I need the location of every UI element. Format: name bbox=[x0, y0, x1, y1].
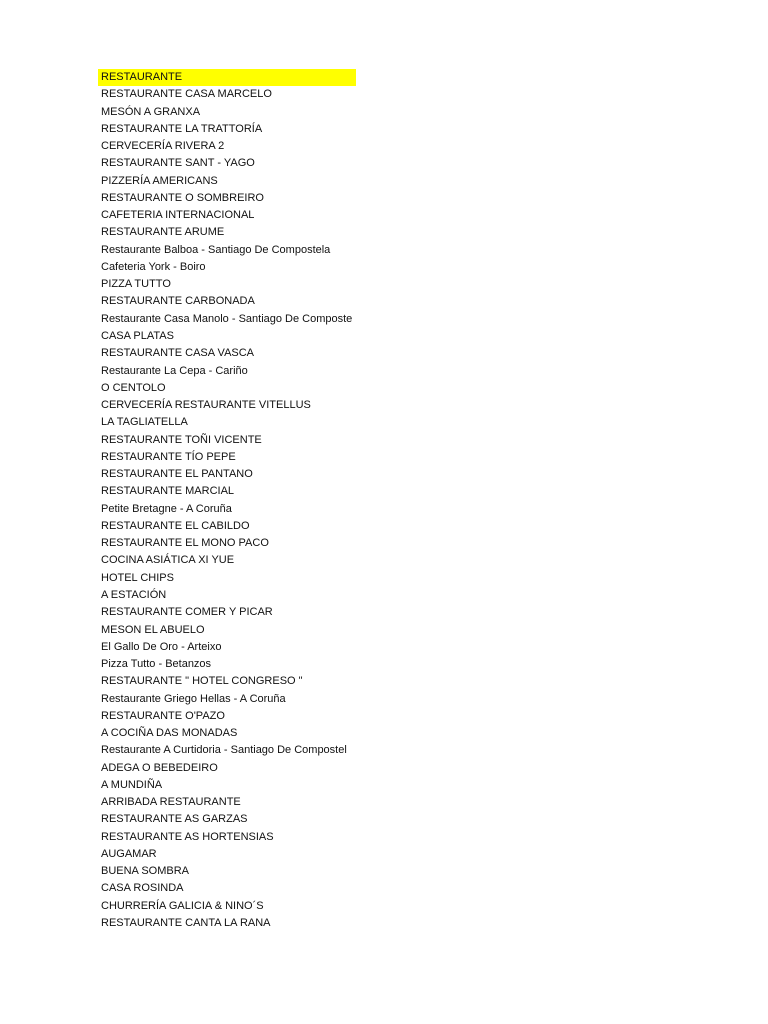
list-item[interactable]: CASA ROSINDA bbox=[101, 882, 184, 895]
list-item[interactable]: RESTAURANTE AS HORTENSIAS bbox=[101, 830, 274, 843]
list-item[interactable]: RESTAURANTE O'PAZO bbox=[101, 709, 225, 722]
list-item[interactable]: RESTAURANTE ARUME bbox=[101, 226, 225, 239]
list-item[interactable]: PIZZA TUTTO bbox=[101, 278, 171, 291]
list-item[interactable]: Cafeteria York - Boiro bbox=[101, 260, 206, 273]
list-item[interactable]: RESTAURANTE EL MONO PACO bbox=[101, 537, 269, 550]
list-item[interactable]: Restaurante Balboa - Santiago De Compostela bbox=[101, 243, 331, 256]
list-item[interactable]: A ESTACIÓN bbox=[101, 588, 167, 601]
list-item[interactable]: HOTEL CHIPS bbox=[101, 571, 174, 584]
list-item[interactable]: RESTAURANTE TOÑI VICENTE bbox=[101, 433, 262, 446]
list-item[interactable]: LA TAGLIATELLA bbox=[101, 416, 188, 429]
list-item[interactable]: RESTAURANTE COMER Y PICAR bbox=[101, 606, 273, 619]
list-item[interactable]: BUENA SOMBRA bbox=[101, 865, 190, 878]
list-item[interactable]: RESTAURANTE AS GARZAS bbox=[101, 813, 248, 826]
list-item[interactable]: RESTAURANTE CANTA LA RANA bbox=[101, 917, 271, 930]
list-item[interactable]: MESÓN A GRANXA bbox=[101, 105, 201, 118]
list-item[interactable]: RESTAURANTE MARCIAL bbox=[101, 485, 235, 498]
spreadsheet-column bbox=[98, 69, 356, 932]
list-item[interactable]: RESTAURANTE " HOTEL CONGRESO " bbox=[101, 675, 303, 688]
list-item[interactable]: RESTAURANTE EL PANTANO bbox=[101, 468, 253, 481]
list-item[interactable]: Restaurante La Cepa - Cariño bbox=[101, 364, 248, 377]
list-item[interactable]: CERVECERÍA RIVERA 2 bbox=[101, 140, 225, 153]
list-item[interactable]: PIZZERÍA AMERICANS bbox=[101, 174, 218, 187]
list-item[interactable]: A MUNDIÑA bbox=[101, 778, 163, 791]
list-item[interactable]: RESTAURANTE CASA MARCELO bbox=[101, 88, 272, 101]
restaurant-list bbox=[98, 86, 356, 932]
list-item[interactable]: CASA PLATAS bbox=[101, 329, 174, 342]
list-item[interactable]: Petite Bretagne - A Coruña bbox=[101, 502, 232, 515]
list-item[interactable]: Restaurante A Curtidoria - Santiago De Compostel bbox=[101, 744, 347, 757]
list-item[interactable]: RESTAURANTE CARBONADA bbox=[101, 295, 255, 308]
list-item[interactable]: RESTAURANTE SANT - YAGO bbox=[101, 157, 255, 170]
list-item[interactable]: AUGAMAR bbox=[101, 847, 157, 860]
list-item[interactable]: Restaurante Casa Manolo - Santiago De Composte bbox=[101, 312, 353, 325]
list-item[interactable]: RESTAURANTE O SOMBREIRO bbox=[101, 191, 264, 204]
list-item[interactable]: A COCIÑA DAS MONADAS bbox=[101, 727, 238, 740]
list-item[interactable]: CAFETERIA INTERNACIONAL bbox=[101, 209, 255, 222]
list-item[interactable]: Restaurante Griego Hellas - A Coruña bbox=[101, 692, 286, 705]
list-item[interactable]: COCINA ASIÁTICA XI YUE bbox=[101, 554, 235, 567]
list-item[interactable]: Pizza Tutto - Betanzos bbox=[101, 658, 212, 671]
list-item[interactable]: CHURRERÍA GALICIA & NINO´S bbox=[101, 899, 264, 912]
list-item[interactable]: El Gallo De Oro - Arteixo bbox=[101, 640, 222, 653]
list-item[interactable]: O CENTOLO bbox=[101, 381, 166, 394]
list-item[interactable]: CERVECERÍA RESTAURANTE VITELLUS bbox=[101, 399, 311, 412]
list-item[interactable]: RESTAURANTE TÍO PEPE bbox=[101, 450, 236, 463]
list-item[interactable]: RESTAURANTE CASA VASCA bbox=[101, 347, 255, 360]
list-item[interactable]: RESTAURANTE EL CABILDO bbox=[101, 519, 250, 532]
column-header-cell[interactable]: RESTAURANTE bbox=[98, 69, 356, 86]
list-item[interactable]: ARRIBADA RESTAURANTE bbox=[101, 796, 241, 809]
list-item[interactable]: RESTAURANTE LA TRATTORÍA bbox=[101, 122, 263, 135]
list-item[interactable]: MESON EL ABUELO bbox=[101, 623, 205, 636]
list-item[interactable]: ADEGA O BEBEDEIRO bbox=[101, 761, 218, 774]
